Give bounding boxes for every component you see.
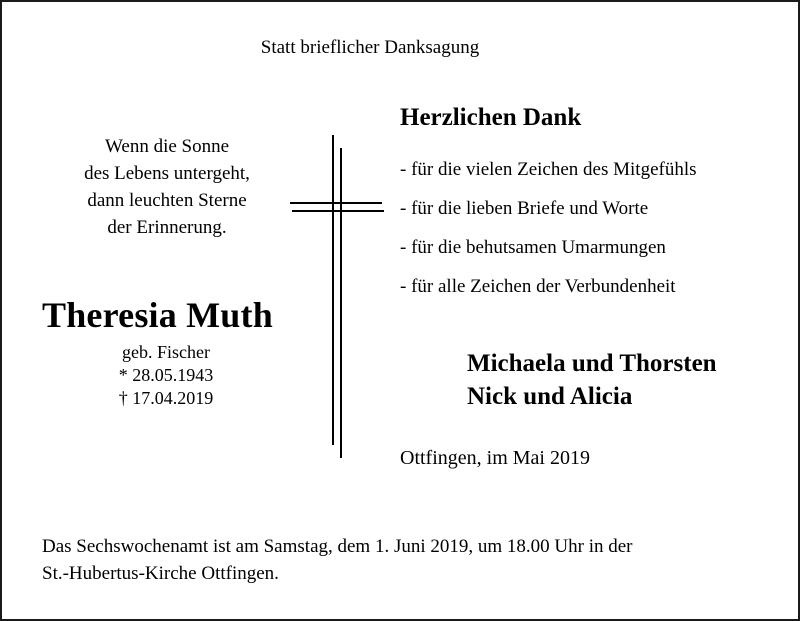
thanks-item: - für die behutsamen Umarmungen bbox=[400, 237, 666, 258]
deceased-details bbox=[42, 341, 290, 410]
card-header: Statt brieflicher Danksagung bbox=[260, 37, 480, 58]
deceased-name: Theresia Muth bbox=[42, 295, 273, 335]
signer-line: Michaela und Thorsten bbox=[467, 350, 717, 377]
place-and-date: Ottfingen, im Mai 2019 bbox=[400, 447, 590, 469]
family-signers bbox=[467, 347, 717, 413]
thanks-item: - für die vielen Zeichen des Mitgefühls bbox=[400, 159, 697, 180]
notice-line: Das Sechswochenamt ist am Samstag, dem 1. Juni 2019, um 18.00 Uhr in der bbox=[42, 536, 633, 557]
birth-date: * 28.05.1943 bbox=[118, 365, 214, 385]
signer-line: Nick und Alicia bbox=[467, 383, 633, 410]
thanks-item: - für alle Zeichen der Verbundenheit bbox=[400, 276, 676, 297]
thanks-item: - für die lieben Briefe und Worte bbox=[400, 198, 649, 219]
motto-line: dann leuchten Sterne bbox=[87, 190, 247, 211]
motto-line: der Erinnerung. bbox=[107, 217, 227, 238]
thanks-list bbox=[400, 150, 697, 306]
motto-line: des Lebens untergeht, bbox=[84, 163, 250, 184]
death-date: † 17.04.2019 bbox=[118, 388, 214, 408]
notice-line: St.-Hubertus-Kirche Ottfingen. bbox=[42, 563, 279, 584]
birth-name: geb. Fischer bbox=[122, 342, 210, 362]
mass-notice bbox=[42, 533, 633, 587]
motto-verse bbox=[42, 133, 292, 241]
thanks-title: Herzlichen Dank bbox=[400, 104, 582, 131]
motto-line: Wenn die Sonne bbox=[104, 136, 230, 157]
double-line-cross-icon bbox=[287, 130, 387, 460]
